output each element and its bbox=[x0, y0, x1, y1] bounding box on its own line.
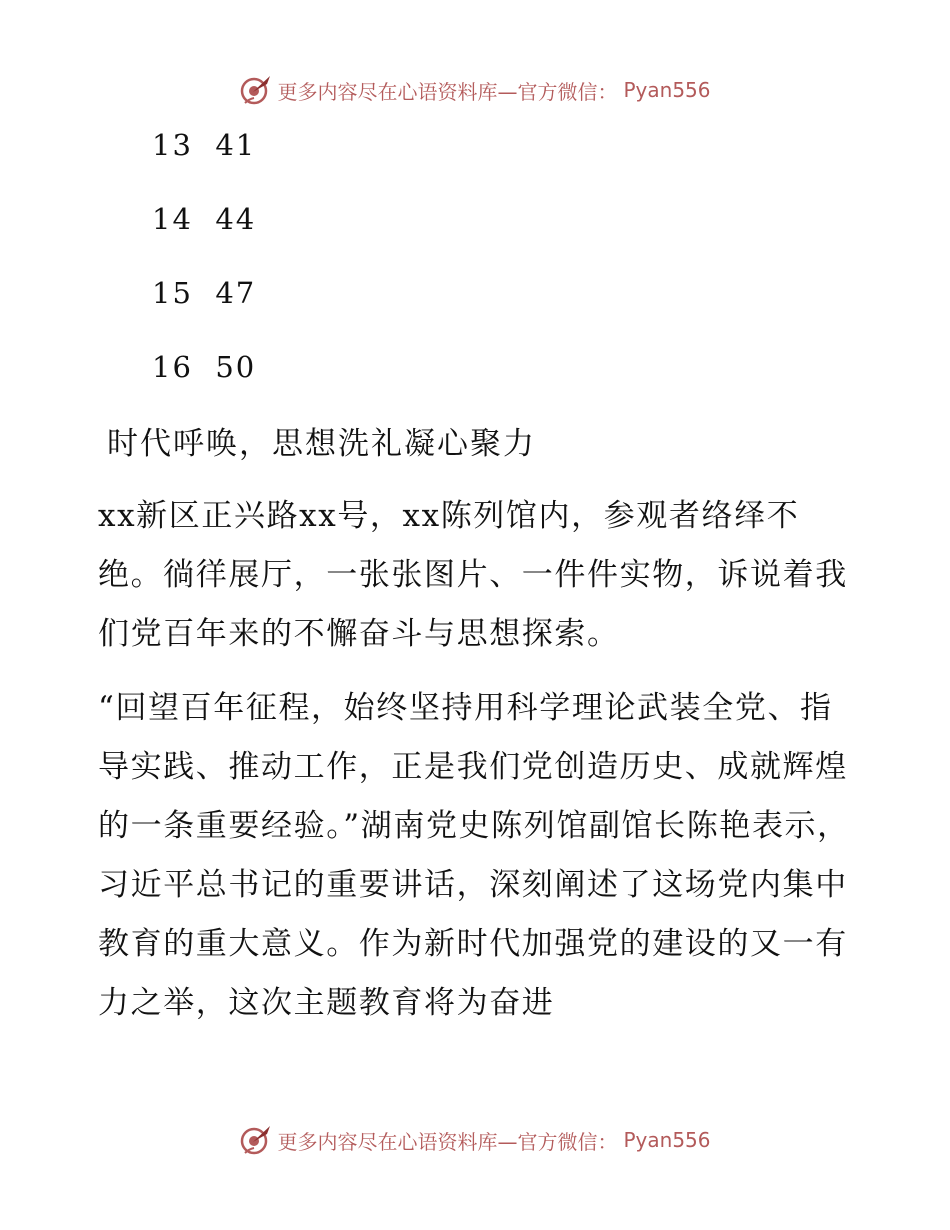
table-row bbox=[152, 128, 256, 162]
banner-wechat-id: Pyan556 bbox=[623, 1128, 711, 1152]
quill-logo-icon bbox=[239, 1123, 273, 1157]
header-banner bbox=[0, 72, 950, 108]
row-number: 16 bbox=[152, 350, 193, 384]
row-page: 50 bbox=[215, 350, 257, 384]
banner-wechat-id: Pyan556 bbox=[623, 78, 711, 102]
banner-text: 更多内容尽在心语资料库—官方微信： bbox=[277, 79, 618, 104]
body-paragraph: “回望百年征程，始终坚持用科学理论武装全党、指导实践、推动工作，正是我们党创造历史、成就辉煌的一条重要经验。”湖南党史陈列馆副馆长陈艳表示，习近平总书记的重要讲话，深刻阐述了这场党内集中教育的重大意义。作为新时代加强党的建设的又一有力之举，这次主题教育将为奋进 bbox=[98, 690, 850, 1021]
section-heading: 时代呼唤，思想洗礼凝心聚力 bbox=[107, 426, 536, 462]
footer-banner bbox=[0, 1122, 950, 1158]
table-row bbox=[152, 350, 256, 384]
body-paragraph: xx新区正兴路xx号，xx陈列馆内，参观者络绎不绝。徜徉展厅，一张张图片、一件件实物，诉说着我们党百年来的不懈奋斗与思想探索。 bbox=[98, 498, 848, 652]
quill-logo-icon bbox=[239, 73, 273, 107]
row-number: 15 bbox=[152, 276, 193, 310]
row-page: 41 bbox=[215, 128, 257, 162]
row-page: 44 bbox=[215, 202, 257, 236]
table-row bbox=[152, 202, 256, 236]
banner-text: 更多内容尽在心语资料库—官方微信： bbox=[277, 1129, 618, 1154]
row-number: 13 bbox=[152, 128, 193, 162]
row-page: 47 bbox=[215, 276, 257, 310]
row-number: 14 bbox=[152, 202, 193, 236]
table-row bbox=[152, 276, 256, 310]
